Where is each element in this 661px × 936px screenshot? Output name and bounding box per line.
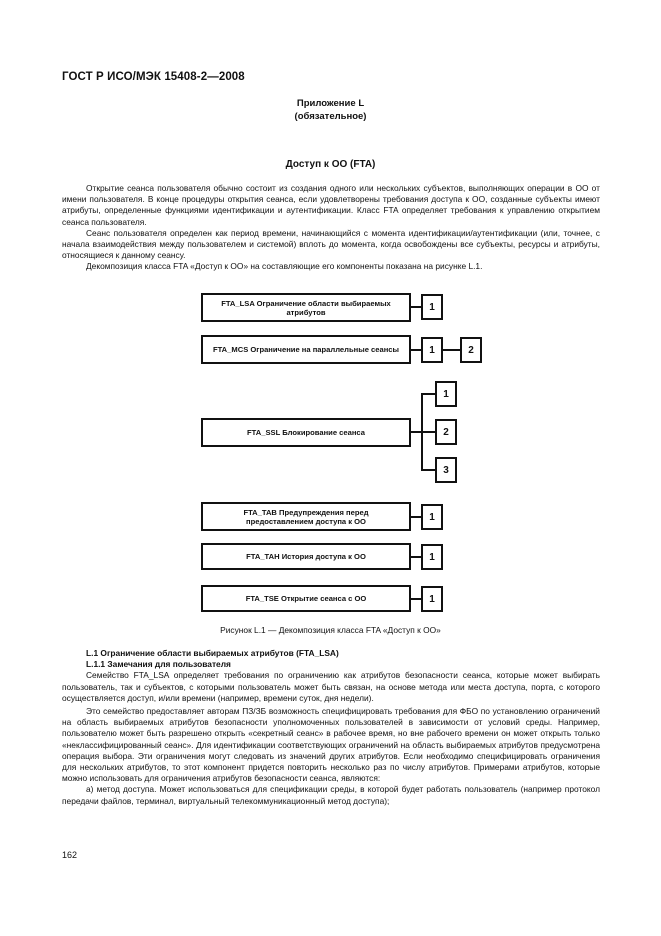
family-box-fta-tah: FTA_TAH История доступа к ОО	[201, 543, 411, 570]
connector-line	[411, 349, 421, 351]
connector-line	[411, 516, 421, 518]
connector-line	[421, 393, 435, 395]
component-box-fta-ssl-3: 3	[435, 457, 457, 483]
intro-paragraph: Сеанс пользователя определен как период времени, начинающийся с момента идентификации/аутентификации (или, точнее, с начала взаимодействия между пользователем и системой) вплоть до момента, когда освобождены все субъекты, ресурсы и атрибуты, относящиеся к данному сеансу.	[62, 227, 600, 261]
intro-text	[62, 183, 600, 273]
component-box-fta-tab-1: 1	[421, 504, 443, 530]
section-paragraph: Это семейство предоставляет авторам ПЗ/ЗБ возможность специфицировать требования для ФБО по установлению ограничений на область выбираемых атрибутов безопасности уполномоченных пользователей в зависимости от условий среды. Например, пользователю может быть разрешено открыть «секретный сеанс» в рабочее время, но вне рабочего времени он может открыть только «неклассифицированный сеанс». Для идентификации соответствующих ограничений на область выбираемых атрибутов предусмотрена операция выбора. Эти ограничения могут следовать из значений других атрибутов. Если необходимо специфицировать ограничения для нескольких атрибутов, то этот компонент придется повторить несколько раз по числу атрибутов. Примерами атрибутов, которые можно использовать для ограничения атрибутов безопасности сеанса, являются:	[62, 706, 600, 784]
intro-paragraph: Декомпозиция класса FTA «Доступ к ОО» на составляющие его компоненты показана на рисунке L.1.	[86, 261, 483, 272]
subsection-heading: L.1.1 Замечания для пользователя	[86, 659, 231, 670]
intro-paragraph: Открытие сеанса пользователя обычно состоит из создания одного или нескольких субъектов, выполняющих операции в ОО от имени пользователя. В конце процедуры открытия сеанса, если удовлетворены требования доступа к ОО, созданные субъекты имеют атрибуты, определенные функциями идентификации и аутентификации. Класс FTA определяет требования к управлению открытием сеанса пользователя.	[62, 183, 600, 227]
component-box-fta-ssl-2: 2	[435, 419, 457, 445]
section-l1	[62, 648, 600, 807]
component-box-fta-ssl-1: 1	[435, 381, 457, 407]
section-paragraph: Семейство FTA_LSA определяет требования по ограничению как атрибутов безопасности сеанса, которые может выбирать пользователь, так и субъектов, с которыми пользователь может быть связан, на основе метода или места доступа, порта, с которого осуществляется доступ, и/или времени (например, времени суток, дня недели).	[62, 670, 600, 703]
section-paragraph: а) метод доступа. Может использоваться для спецификации среды, в которой будет работать пользователь (например протокол передачи файлов, терминал, виртуальный телекоммуникационный метод доступа);	[62, 784, 600, 806]
document-header: ГОСТ Р ИСО/МЭК 15408-2—2008	[62, 71, 245, 83]
family-box-fta-lsa: FTA_LSA Ограничение области выбираемых атрибутов	[201, 293, 411, 322]
family-box-fta-ssl: FTA_SSL Блокирование сеанса	[201, 418, 411, 447]
connector-line	[411, 598, 421, 600]
connector-line	[411, 431, 435, 433]
annex-status: (обязательное)	[294, 111, 367, 122]
class-title: Доступ к ОО (FTA)	[285, 159, 376, 170]
component-box-fta-lsa-1: 1	[421, 294, 443, 320]
family-box-fta-tab: FTA_TAB Предупреждения перед предоставлением доступа к ОО	[201, 502, 411, 531]
connector-line	[411, 556, 421, 558]
component-box-fta-mcs-2: 2	[460, 337, 482, 363]
section-heading: L.1 Ограничение области выбираемых атрибутов (FTA_LSA)	[86, 648, 339, 658]
component-box-fta-mcs-1: 1	[421, 337, 443, 363]
figure-caption: Рисунок L.1 — Декомпозиция класса FTA «Доступ к ОО»	[220, 625, 441, 635]
connector-line	[443, 349, 460, 351]
component-box-fta-tah-1: 1	[421, 544, 443, 570]
connector-line	[411, 306, 421, 308]
family-box-fta-mcs: FTA_MCS Ограничение на параллельные сеансы	[201, 335, 411, 364]
annex-heading	[0, 97, 661, 123]
family-box-fta-tse: FTA_TSE Открытие сеанса с ОО	[201, 585, 411, 612]
page-number: 162	[62, 850, 78, 860]
connector-line	[421, 469, 435, 471]
connector-line	[421, 393, 423, 471]
annex-label: Приложение L	[296, 98, 365, 109]
component-box-fta-tse-1: 1	[421, 586, 443, 612]
